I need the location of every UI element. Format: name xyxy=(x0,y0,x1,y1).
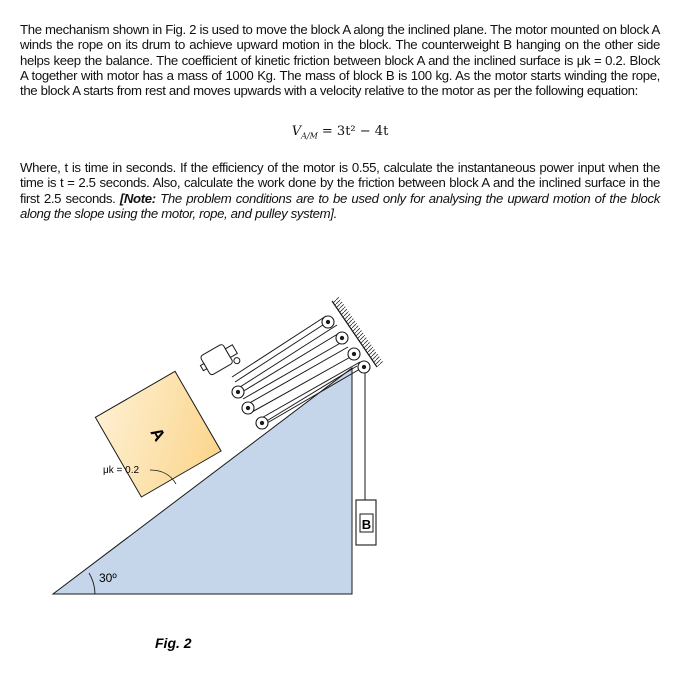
motor xyxy=(196,340,241,381)
block-a xyxy=(95,371,221,497)
fixed-pulley xyxy=(336,332,348,344)
note-label: [Note: xyxy=(119,190,156,206)
fixed-pulley xyxy=(358,361,370,373)
block-a-label: A xyxy=(146,424,170,445)
block-b-label: B xyxy=(361,517,372,532)
fixed-pulley xyxy=(322,316,334,328)
figure-caption: Fig. 2 xyxy=(155,635,192,651)
equation-subscript: A/M xyxy=(301,131,318,141)
equation-rhs: = 3t² − 4t xyxy=(321,124,389,139)
note-text: The problem conditions are to be used only for analysing the upward motion of the block along the slope using the motor, rope, and pulley system]. xyxy=(20,190,660,221)
inclined-plane xyxy=(53,368,352,594)
equation-lhs: V xyxy=(291,124,302,139)
moving-pulley xyxy=(256,417,268,429)
fixed-pulley xyxy=(348,348,360,360)
moving-pulley xyxy=(242,402,254,414)
problem-intro: The mechanism shown in Fig. 2 is used to move the block A along the inclined plane. The motor mounted on block A winds the rope on its drum to achieve upward motion in the block. The counterweight B hanging on the other side helps keep the balance. The coefficient of kinetic friction between block A and the inclined surface is μk = 0.2. Block A together with motor has a mass of 1000 Kg. The mass of block B is 100 kg. As the motor starts winding the rope, the block A starts from rest and moves upwards with a velocity relative to the motor as per the following equation: xyxy=(20,22,660,99)
moving-pulleys xyxy=(232,386,268,429)
moving-pulley xyxy=(232,386,244,398)
counterweight-b xyxy=(356,500,376,545)
angle-label: 30º xyxy=(99,571,117,585)
friction-label: μk = 0.2 xyxy=(103,465,140,476)
problem-question: Where, t is time in seconds. If the efficiency of the motor is 0.55, calculate the instantaneous power input when the time is t = 2.5 seconds. Also, calculate the work done by the friction between block A and the inclined surface in the first 2.5 seconds. xyxy=(20,160,660,206)
